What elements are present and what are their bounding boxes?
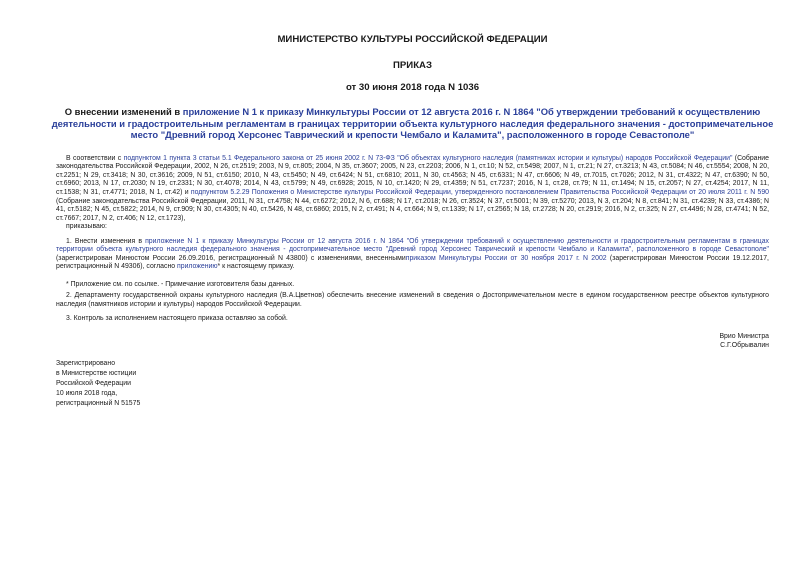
item-1: [56, 238, 769, 272]
signature-position: Врио Министра: [719, 333, 769, 341]
ministry-heading: МИНИСТЕРСТВО КУЛЬТУРЫ РОССИЙСКОЙ ФЕДЕРАЦИИ: [277, 34, 548, 45]
item-1-link-attachment[interactable]: приложению: [177, 263, 218, 271]
doc-type-heading: ПРИКАЗ: [393, 60, 432, 71]
title-link-appendix[interactable]: приложение N 1 к приказу Минкультуры России от 12 августа 2016 г. N 1864 "Об утверждении требований к осуществлению деятельности и градостроительным регламентам в границах территории объекта культурного наследия федерального значения - достопримечательное место "Древний город Херсонес Таврический и крепости Чембало и Каламита", расположенного в городе Севастополе": [51, 106, 774, 141]
date-number-heading: от 30 июня 2018 года N 1036: [345, 82, 480, 93]
preamble: [56, 155, 769, 232]
registration-block: [56, 359, 769, 409]
preamble-text-3: (Собрание законодательства Российской Федерации, 2011, N 31, ст.4758; N 44, ст.6272; 2012, N 6, ст.688; N 17, ст.2018; N 26, ст.3524; N 37, ст.5001; N 39, ст.5270; 2013, N 3, ст.204; N 8, ст.841; N 31, ст.4239; N 33, ст.4386; N 41, ст.5182; N 45, ст.5822; 2014, N 9, ст.909; N 30, ст.4305; N 40, ст.5426, N 48, ст.6860; 2015, N 2, ст.491; N 4, ст.664; N 9, ст.1339; N 17, ст.2565; N 18, ст.2728; N 20, ст.2919; 2016, N 2, ст.325; N 27, ст.4496; N 28, ст.4741; N 52, ст.7667; 2017, N 2, ст.406; N 12, ст.1723),: [56, 197, 769, 222]
preamble-text-1: В соответствии с: [66, 154, 124, 162]
order-word: приказываю:: [66, 223, 107, 231]
item-1-text-3: (зарегистрирован Минюстом России 19.12.2017, регистрационный N 49306), согласно: [56, 254, 769, 271]
preamble-link-federal-law[interactable]: подпунктом 1 пункта 3 статьи 5.1 Федерального закона от 25 июня 2002 г. N 73-ФЗ "Об объектах культурного наследия (памятниках истории и культуры) народов Российской Федерации": [123, 154, 733, 162]
signature-block: [56, 332, 769, 350]
order-title: [42, 106, 783, 141]
item-2: 2. Департаменту государственной охраны культурного наследия (В.А.Цветнов) обеспечить внесение изменений в сведения о Достопримечательном месте в едином государственном реестре объектов культурного наследия (памятников истории и культуры) народов Российской Федерации.: [56, 292, 769, 308]
preamble-link-regulation[interactable]: подпунктом 5.2.29 Положения о Министерстве культуры Российской Федерации, утвержденного постановлением Правительства Российской Федерации от 20 июля 2011 г. N 590: [190, 188, 769, 196]
item-1-text-4: * к настоящему приказу.: [217, 263, 295, 271]
document-page: [51, 34, 774, 409]
title-text: О внесении изменений в: [64, 106, 183, 117]
item-1-paragraph: [56, 238, 769, 272]
footnote-and-items: [56, 281, 769, 323]
registration-line-3: Российской Федерации: [56, 380, 131, 388]
registration-line-5: регистрационный N 51575: [56, 400, 141, 408]
item-1-link-appendix[interactable]: приложение N 1 к приказу Минкультуры России от 12 августа 2016 г. N 1864 "Об утверждении требований к осуществлению деятельности и градостроительным регламентам в границах территории объекта культурного наследия федерального значения - достопримечательное место "Древний город Херсонес Таврический и крепости Чембало и Каламита", расположенного в городе Севастополе": [56, 237, 769, 254]
signature-name: С.Г.Обрывалин: [720, 342, 769, 350]
footnote: * Приложение см. по ссылке. - Примечание изготовителя базы данных.: [66, 280, 295, 288]
registration-line-4: 10 июля 2018 года,: [56, 390, 118, 398]
registration-line-1: Зарегистрировано: [56, 360, 116, 368]
preamble-text-2: (Собрание законодательства Российской Федерации, 2002, N 26, ст.2519; 2003, N 9, ст.805; 2004, N 35, ст.3607; 2005, N 23, ст.2203; 2006, N 1, ст.10; N 52, ст.5498; 2007, N 1, ст.21; N 27, ст.3213; N 43, ст.5084; N 46, ст.5554; 2008, N 20, ст.2251; N 29, ст.3418; N 30, ст.3616; 2009, N 51, ст.6150; 2010, N 43, ст.5450; N 49, ст.6424; N 51, ст.6810; 2011, N 30, ст.4563; N 45, ст.6331; N 47, ст.6606; N 49, ст.7015, ст.7026; 2012, N 31, ст.4322; N 47, ст.6390; N 50, ст.6960; 2013, N 17, ст.2030; N 19, ст.2331; N 30, ст.4078; 2014, N 43, ст.5799; N 49, ст.6928; 2015, N 10, ст.1420; N 29, ст.4359; N 51, ст.7237; 2016, N 1, ст.28, ст.79; N 11, ст.1494; N 15, ст.2057; N 27, ст.4254; 2017, N 11, ст.1538; N 31, ст.4771; 2018, N 1, ст.42) и: [56, 154, 769, 196]
item-1-text-2: (зарегистрирован Минюстом России 26.09.2016, регистрационный N 43800) с изменениями, внесенными: [56, 254, 406, 262]
registration-line-2: в Министерстве юстиции: [56, 370, 137, 378]
item-3: 3. Контроль за исполнением настоящего приказа оставляю за собой.: [66, 314, 288, 322]
item-1-text-1: 1. Внести изменения в: [66, 237, 146, 245]
item-1-link-order-2002[interactable]: приказом Минкультуры России от 30 ноября 2017 г. N 2002: [405, 254, 607, 262]
preamble-paragraph: [56, 155, 769, 223]
